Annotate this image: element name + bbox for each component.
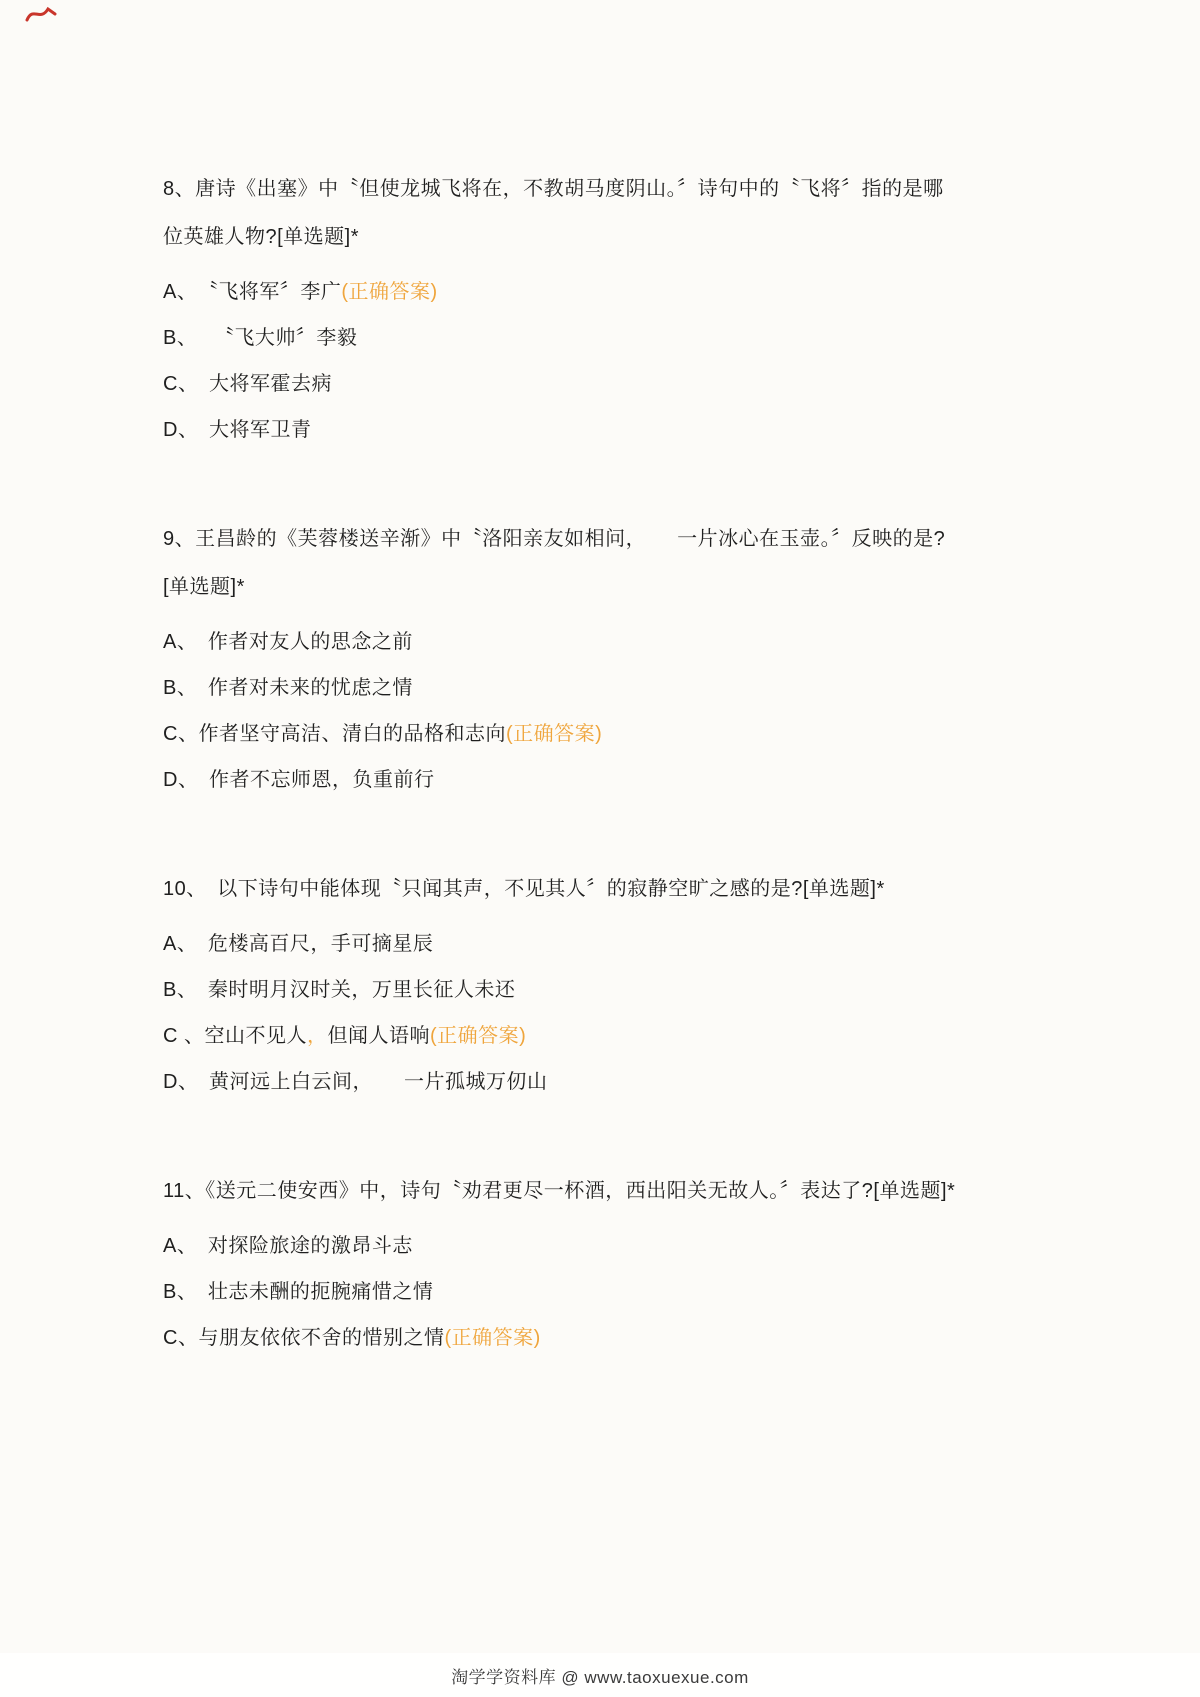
question-block-11 xyxy=(163,1167,958,1361)
option-text: A、 危楼高百尺，手可摘星辰 xyxy=(163,933,434,955)
option-row xyxy=(163,315,958,361)
questions-container xyxy=(163,165,958,1361)
correct-answer-label: (正确答案) xyxy=(430,1025,527,1047)
question-stem: 11、《送元二使安西》中，诗句〝劝君更尽一杯酒，西出阳关无故人。〞表达了?[单选题]* xyxy=(163,1180,956,1202)
correct-answer-label: ， xyxy=(307,1025,328,1047)
option-row xyxy=(163,1059,958,1105)
option-text: C、与朋友依依不舍的惜别之情 xyxy=(163,1327,445,1349)
correct-answer-label: (正确答案) xyxy=(341,281,438,303)
option-text: D、 作者不忘师恩，负重前行 xyxy=(163,769,435,791)
option-text: 但闻人语响 xyxy=(327,1025,430,1047)
option-text: C 、空山不见人 xyxy=(163,1025,307,1047)
question-block-8 xyxy=(163,165,958,453)
question-block-9 xyxy=(163,515,958,803)
option-row xyxy=(163,1223,958,1269)
option-row xyxy=(163,361,958,407)
option-text: B、 壮志未酬的扼腕痛惜之情 xyxy=(163,1281,434,1303)
options-list xyxy=(163,269,958,453)
option-text: C、 大将军霍去病 xyxy=(163,373,332,395)
question-stem: 9、王昌龄的《芙蓉楼送辛渐》中〝洛阳亲友如相问， 一片冰心在玉壶。〞反映的是?[单选题]* xyxy=(163,528,946,598)
option-text: B、 秦时明月汉时关，万里长征人未还 xyxy=(163,979,516,1001)
option-row xyxy=(163,1315,958,1361)
option-row xyxy=(163,711,958,757)
option-row xyxy=(163,269,958,315)
question-stem: 10、 以下诗句中能体现〝只闻其声，不见其人〞的寂静空旷之感的是?[单选题]* xyxy=(163,878,885,900)
options-list xyxy=(163,921,958,1105)
option-text: D、 大将军卫青 xyxy=(163,419,312,441)
option-row xyxy=(163,1013,958,1059)
option-row xyxy=(163,665,958,711)
options-list xyxy=(163,619,958,803)
option-row xyxy=(163,619,958,665)
option-row xyxy=(163,757,958,803)
correct-answer-label: (正确答案) xyxy=(505,723,603,745)
option-row xyxy=(163,921,958,967)
option-text: A、 〝飞将军〞李广 xyxy=(163,281,342,303)
option-text: C、作者坚守高洁、清白的品格和志向 xyxy=(163,723,506,745)
option-text: A、 作者对友人的思念之前 xyxy=(163,631,413,653)
page-footer xyxy=(0,1653,1200,1697)
red-pen-mark xyxy=(24,2,58,28)
option-row xyxy=(163,407,958,453)
option-text: A、 对探险旅途的激昂斗志 xyxy=(163,1235,413,1257)
correct-answer-label: (正确答案) xyxy=(444,1327,541,1349)
option-text: D、 黄河远上白云间， 一片孤城万仞山 xyxy=(163,1071,548,1093)
option-row xyxy=(163,967,958,1013)
option-text: B、 〝飞大帅〞李毅 xyxy=(163,327,358,349)
option-row xyxy=(163,1269,958,1315)
option-text: B、 作者对未来的忧虑之情 xyxy=(163,677,413,699)
footer-text: 淘学学资料库 @ www.taoxuexue.com xyxy=(451,1667,749,1687)
question-block-10 xyxy=(163,865,958,1105)
question-stem: 8、唐诗《出塞》中〝但使龙城飞将在，不教胡马度阴山。〞诗句中的〝飞将〞指的是哪位英雄人物?[单选题]* xyxy=(163,178,944,248)
options-list xyxy=(163,1223,958,1361)
